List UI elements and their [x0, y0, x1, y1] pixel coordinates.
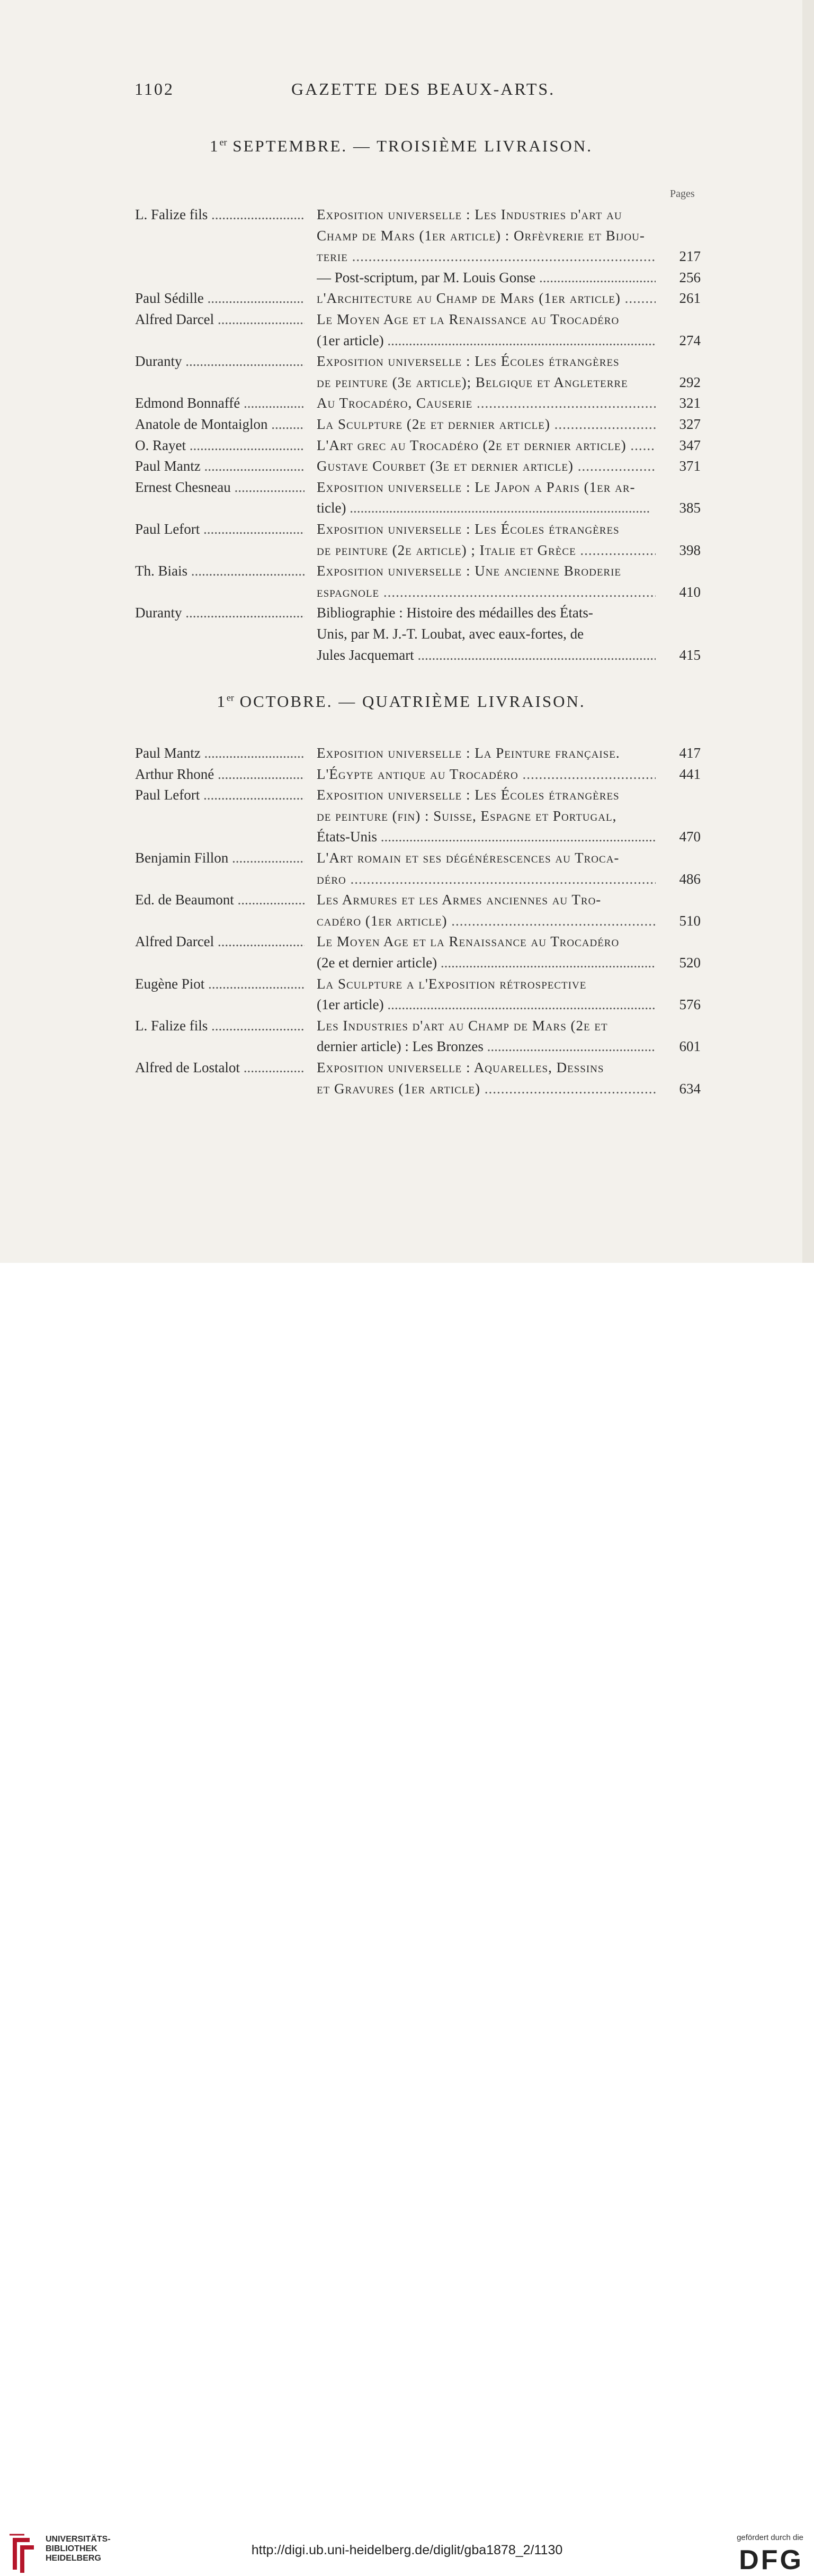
footer-bar [0, 1263, 814, 2575]
toc-title: La Sculpture a l'Exposition rétrospective [317, 976, 587, 992]
toc-title: déro ..... [317, 868, 656, 890]
toc-title: (2e et dernier article) ..... [317, 952, 656, 973]
toc-page-number: 256 [679, 270, 701, 285]
toc-page-number: 321 [679, 395, 701, 411]
toc-author: Paul Lefort ..... [135, 784, 305, 805]
toc-page-number: 520 [679, 955, 701, 971]
toc-author: Paul Sédille ..... [135, 288, 305, 309]
toc-author: L. Falize fils ..... [135, 1015, 305, 1036]
funded-by-label: gefördert durch die [737, 2533, 803, 2542]
toc-title: Le Moyen Age et la Renaissance au Trocadéro [317, 311, 620, 327]
toc-title: l'Architecture au Champ de Mars (1er article) ..... [317, 288, 656, 309]
toc-title: Exposition universelle : Les Industries d'art au [317, 207, 622, 222]
toc-page-number: 217 [679, 248, 701, 264]
toc-title: — Post-scriptum, par M. Louis Gonse ..... [317, 267, 656, 288]
toc-title: dernier article) : Les Bronzes ..... [317, 1036, 656, 1057]
library-name: UNIVERSITÄTS- BIBLIOTHEK HEIDELBERG [46, 2535, 111, 2563]
toc-title: Champ de Mars (1er article) : Orfèvrerie et Bijou- [317, 228, 645, 244]
toc-author: Edmond Bonnaffé ..... [135, 392, 305, 414]
toc-page-number: 347 [679, 437, 701, 453]
toc-title: Exposition universelle : Le Japon a Paris (1er ar- [317, 479, 636, 495]
dfg-logo: DFG [739, 2545, 803, 2575]
toc-title: Le Moyen Age et la Renaissance au Trocadéro [317, 934, 620, 949]
toc-page-number: 327 [679, 416, 701, 432]
toc-page-number: 371 [679, 458, 701, 474]
toc-title: L'Art grec au Trocadéro (2e et dernier article) ..... [317, 435, 656, 456]
toc-title: (1er article) ..... [317, 994, 656, 1015]
toc-author: Arthur Rhoné ..... [135, 764, 305, 785]
toc-author: Benjamin Fillon ..... [135, 847, 305, 868]
toc-title: ticle) ..... [317, 497, 656, 518]
toc-title: Exposition universelle : Une ancienne Broderie [317, 563, 622, 579]
toc-author: Alfred Darcel ..... [135, 931, 305, 952]
toc-title: Au Trocadéro, Causerie ..... [317, 392, 656, 414]
toc-title: Exposition universelle : Aquarelles, Dessins [317, 1060, 604, 1075]
toc-page-number: 410 [679, 584, 701, 600]
toc-page-number: 510 [679, 913, 701, 929]
toc-author: L. Falize fils ..... [135, 204, 305, 225]
toc-title: États-Unis ..... [317, 826, 656, 847]
source-url[interactable]: http://digi.ub.uni-heidelberg.de/diglit/gba1878_2/1130 [251, 2543, 563, 2557]
toc-author: Ernest Chesneau ..... [135, 477, 305, 498]
toc-page-number: 398 [679, 542, 701, 558]
toc-page-number: 486 [679, 871, 701, 887]
toc-title: (1er article) ..... [317, 330, 656, 351]
toc-title: Exposition universelle : Les Écoles étrangères [317, 787, 620, 803]
toc-title: de peinture (2e article) ; Italie et Grèce ..... [317, 540, 656, 561]
running-title: GAZETTE DES BEAUX-ARTS. [291, 79, 556, 98]
toc-title: Exposition universelle : Les Écoles étrangères [317, 521, 620, 537]
page-edge [802, 0, 814, 1263]
toc-title: Jules Jacquemart ..... [317, 644, 656, 666]
toc-author: Ed. de Beaumont ..... [135, 889, 305, 910]
toc-page-number: 261 [679, 290, 701, 306]
toc-page-number: 634 [679, 1081, 701, 1097]
toc-title: Exposition universelle : La Peinture française. [317, 745, 620, 761]
toc-title: cadéro (1er article) ..... [317, 910, 656, 931]
toc-title: espagnole ..... [317, 581, 656, 603]
page-number: 1102 [135, 79, 174, 98]
toc-author: Duranty ..... [135, 602, 305, 623]
toc-title: de peinture (fin) : Suisse, Espagne et Portugal, [317, 808, 617, 824]
section-title-october: 1er OCTOBRE. — QUATRIÈME LIVRAISON. [217, 692, 586, 711]
toc-page-number: 385 [679, 500, 701, 516]
toc-author: Th. Biais ..... [135, 560, 305, 581]
toc-title: de peinture (3e article); Belgique et Angleterre [317, 374, 628, 390]
toc-page-number: 441 [679, 766, 701, 782]
toc-page-number: 470 [679, 829, 701, 845]
toc-author: Eugène Piot ..... [135, 973, 305, 994]
toc-title: Les Armures et les Armes anciennes au Tro- [317, 892, 602, 908]
toc-title: Unis, par M. J.-T. Loubat, avec eaux-fortes, de [317, 626, 584, 642]
toc-title: Les Industries d'art au Champ de Mars (2e et [317, 1018, 608, 1034]
toc-title: et Gravures (1er article) ..... [317, 1078, 656, 1099]
toc-author: Alfred de Lostalot ..... [135, 1057, 305, 1078]
toc-page-number: 274 [679, 333, 701, 348]
toc-page-number: 292 [679, 374, 701, 390]
toc-page-number: 415 [679, 647, 701, 663]
toc-author: Paul Mantz ..... [135, 742, 305, 764]
toc-author: Alfred Darcel ..... [135, 309, 305, 330]
toc-title: L'Égypte antique au Trocadéro ..... [317, 764, 656, 785]
toc-title: Exposition universelle : Les Écoles étrangères [317, 353, 620, 369]
toc-title: La Sculpture (2e et dernier article) ..... [317, 414, 656, 435]
pages-column-label: Pages [670, 188, 695, 200]
toc-author: Duranty ..... [135, 351, 305, 372]
toc-title: Bibliographie : Histoire des médailles des États- [317, 605, 593, 621]
toc-author: O. Rayet ..... [135, 435, 305, 456]
toc-author: Paul Mantz ..... [135, 455, 305, 477]
book-page [0, 0, 802, 1263]
toc-title: terie ..... [317, 246, 656, 267]
section-title-september: 1er SEPTEMBRE. — TROISIÈME LIVRAISON. [210, 137, 593, 155]
toc-page-number: 576 [679, 997, 701, 1012]
toc-author: Anatole de Montaiglon ..... [135, 414, 305, 435]
toc-title: Gustave Courbet (3e et dernier article) ..... [317, 455, 656, 477]
toc-author: Paul Lefort ..... [135, 518, 305, 540]
toc-page-number: 601 [679, 1038, 701, 1054]
toc-page-number: 417 [679, 745, 701, 761]
toc-title: L'Art romain et ses dégénérescences au Troca- [317, 850, 620, 866]
